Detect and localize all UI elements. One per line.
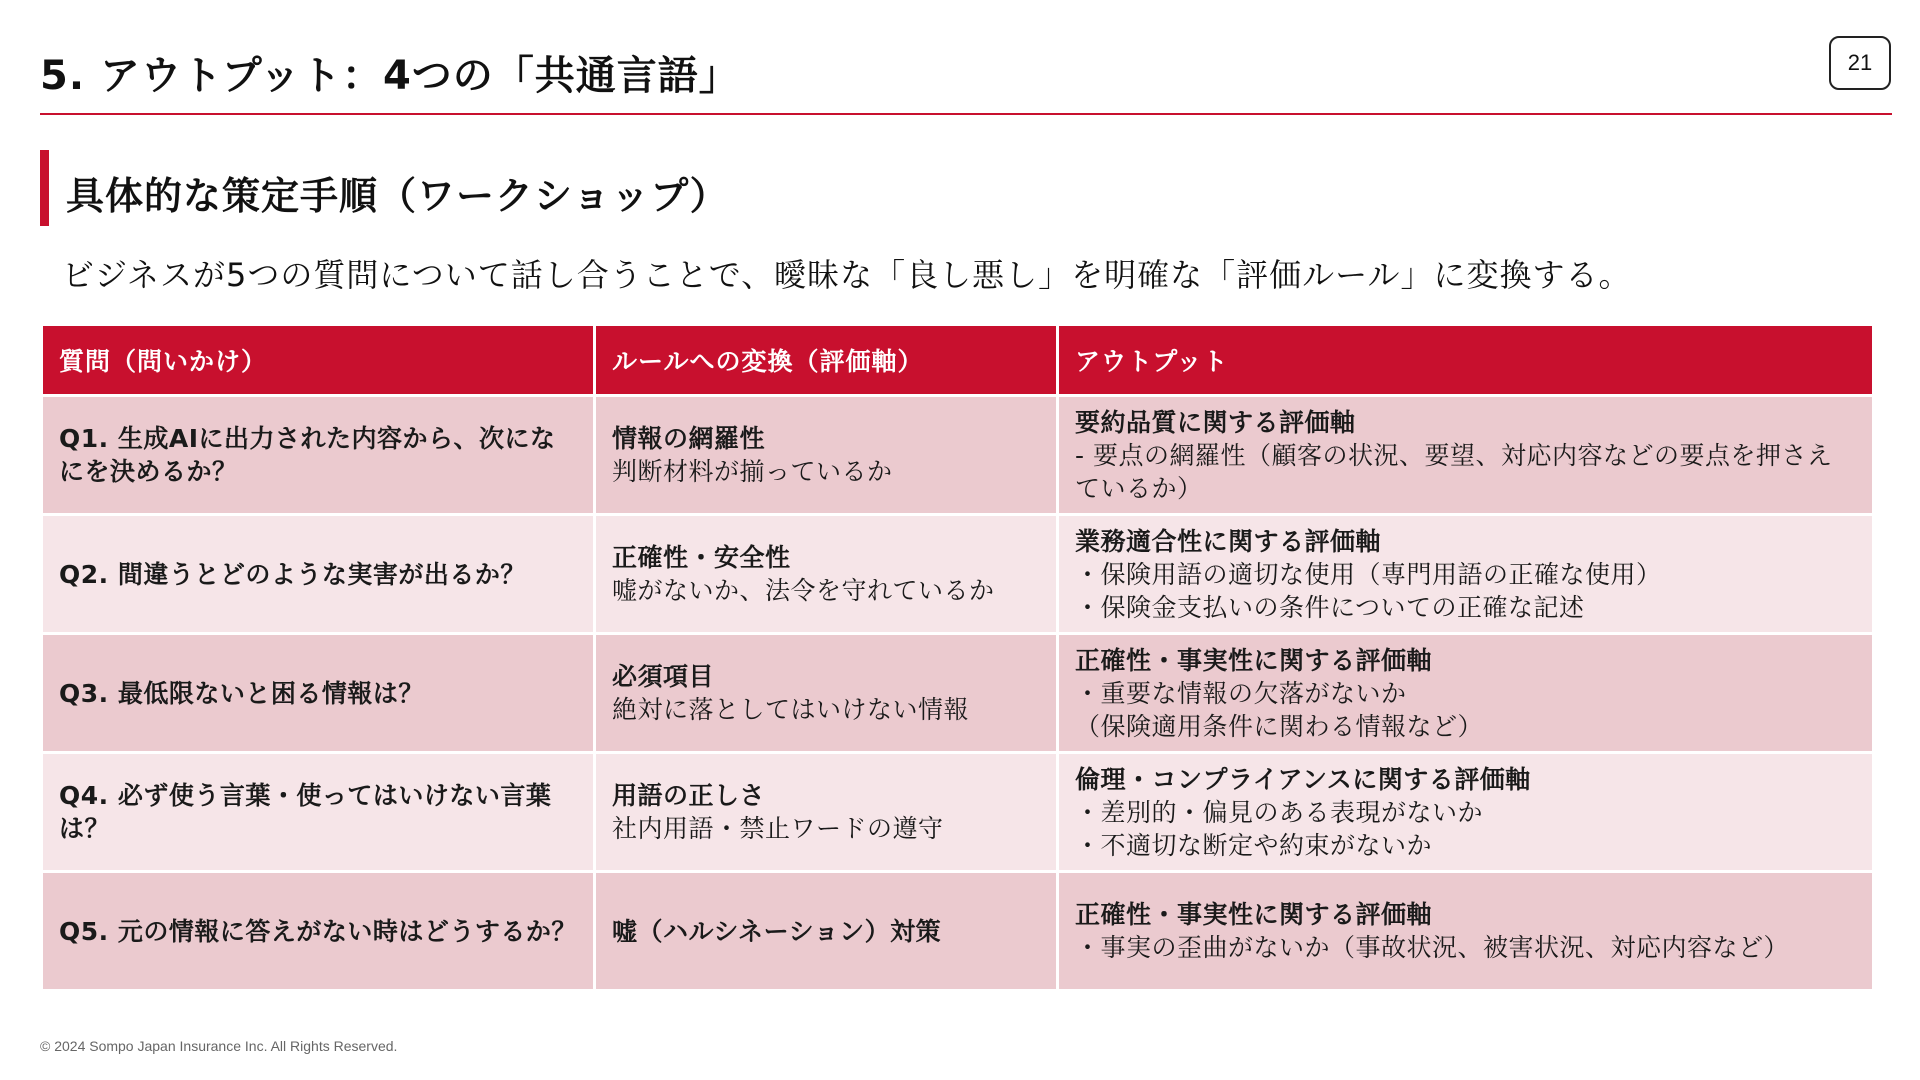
rule-desc: 社内用語・禁止ワードの遵守: [612, 814, 944, 843]
output-title: 業務適合性に関する評価軸: [1075, 526, 1382, 556]
output-cell: [1058, 396, 1874, 515]
question-cell: Q4. 必ず使う言葉・使ってはいけない言葉は？: [42, 753, 595, 872]
output-line: ・不適切な断定や約束がないか: [1075, 830, 1433, 860]
rule-title: 嘘（ハルシネーション）対策: [612, 916, 942, 946]
output-title: 正確性・事実性に関する評価軸: [1075, 900, 1433, 929]
output-line: ・重要な情報の欠落がないか: [1075, 678, 1407, 708]
output-line: - 要点の網羅性（顧客の状況、要望、対応内容などの要点を押さえているか）: [1075, 440, 1833, 503]
table-row: [42, 872, 1874, 991]
question-cell: Q5. 元の情報に答えがない時はどうするか？: [42, 872, 595, 991]
rule-desc: 絶対に落としてはいけない情報: [612, 695, 970, 724]
output-cell: [1058, 872, 1874, 991]
output-line: ・保険用語の適切な使用（専門用語の正確な使用）: [1075, 559, 1662, 589]
rule-desc: 嘘がないか、法令を守れているか: [612, 576, 995, 605]
output-title: 正確性・事実性に関する評価軸: [1075, 645, 1433, 675]
table-row: [42, 396, 1874, 515]
question-cell: Q2. 間違うとどのような実害が出るか？: [42, 515, 595, 634]
workshop-table: [40, 323, 1872, 992]
slide-title: 5. アウトプット：4つの「共通言語」: [40, 53, 740, 99]
section-accent-bar: [40, 150, 49, 226]
output-cell: [1058, 515, 1874, 634]
copyright-notice: © 2024 Sompo Japan Insurance Inc. All Rights Reserved.: [40, 1038, 398, 1054]
rule-title: 正確性・安全性: [612, 543, 791, 572]
rule-cell: [595, 753, 1058, 872]
section-title: 具体的な策定手順（ワークショップ）: [66, 174, 729, 218]
output-title: 要約品質に関する評価軸: [1075, 407, 1356, 437]
rule-desc: 判断材料が揃っているか: [612, 457, 893, 486]
table-row: [42, 634, 1874, 753]
question-cell: Q1. 生成AIに出力された内容から、次になにを決めるか？: [42, 396, 595, 515]
title-divider: [40, 113, 1892, 115]
output-cell: [1058, 634, 1874, 753]
header-output: アウトプット: [1058, 325, 1874, 396]
rule-title: 用語の正しさ: [612, 781, 766, 810]
output-line: ・差別的・偏見のある表現がないか: [1075, 797, 1484, 827]
rule-cell: [595, 634, 1058, 753]
output-cell: [1058, 753, 1874, 872]
output-title: 倫理・コンプライアンスに関する評価軸: [1075, 764, 1531, 794]
rule-cell: [595, 872, 1058, 991]
header-rule: ルールへの変換（評価軸）: [595, 325, 1058, 396]
page-number: 21: [1829, 36, 1891, 90]
rule-cell: [595, 396, 1058, 515]
table-row: [42, 515, 1874, 634]
output-line: ・保険金支払いの条件についての正確な記述: [1075, 592, 1585, 622]
rule-title: 必須項目: [612, 662, 715, 691]
table-header-row: [42, 325, 1874, 396]
header-question: 質問（問いかけ）: [42, 325, 595, 396]
question-cell: Q3. 最低限ないと困る情報は？: [42, 634, 595, 753]
output-line: （保険適用条件に関わる情報など）: [1075, 711, 1484, 741]
rule-cell: [595, 515, 1058, 634]
rule-title: 情報の網羅性: [612, 424, 766, 453]
output-line: ・事実の歪曲がないか（事故状況、被害状況、対応内容など）: [1075, 933, 1790, 962]
table-row: [42, 753, 1874, 872]
lead-text: ビジネスが5つの質問について話し合うことで、曖昧な「良し悪し」を明確な「評価ルール」に変換する。: [62, 256, 1632, 294]
